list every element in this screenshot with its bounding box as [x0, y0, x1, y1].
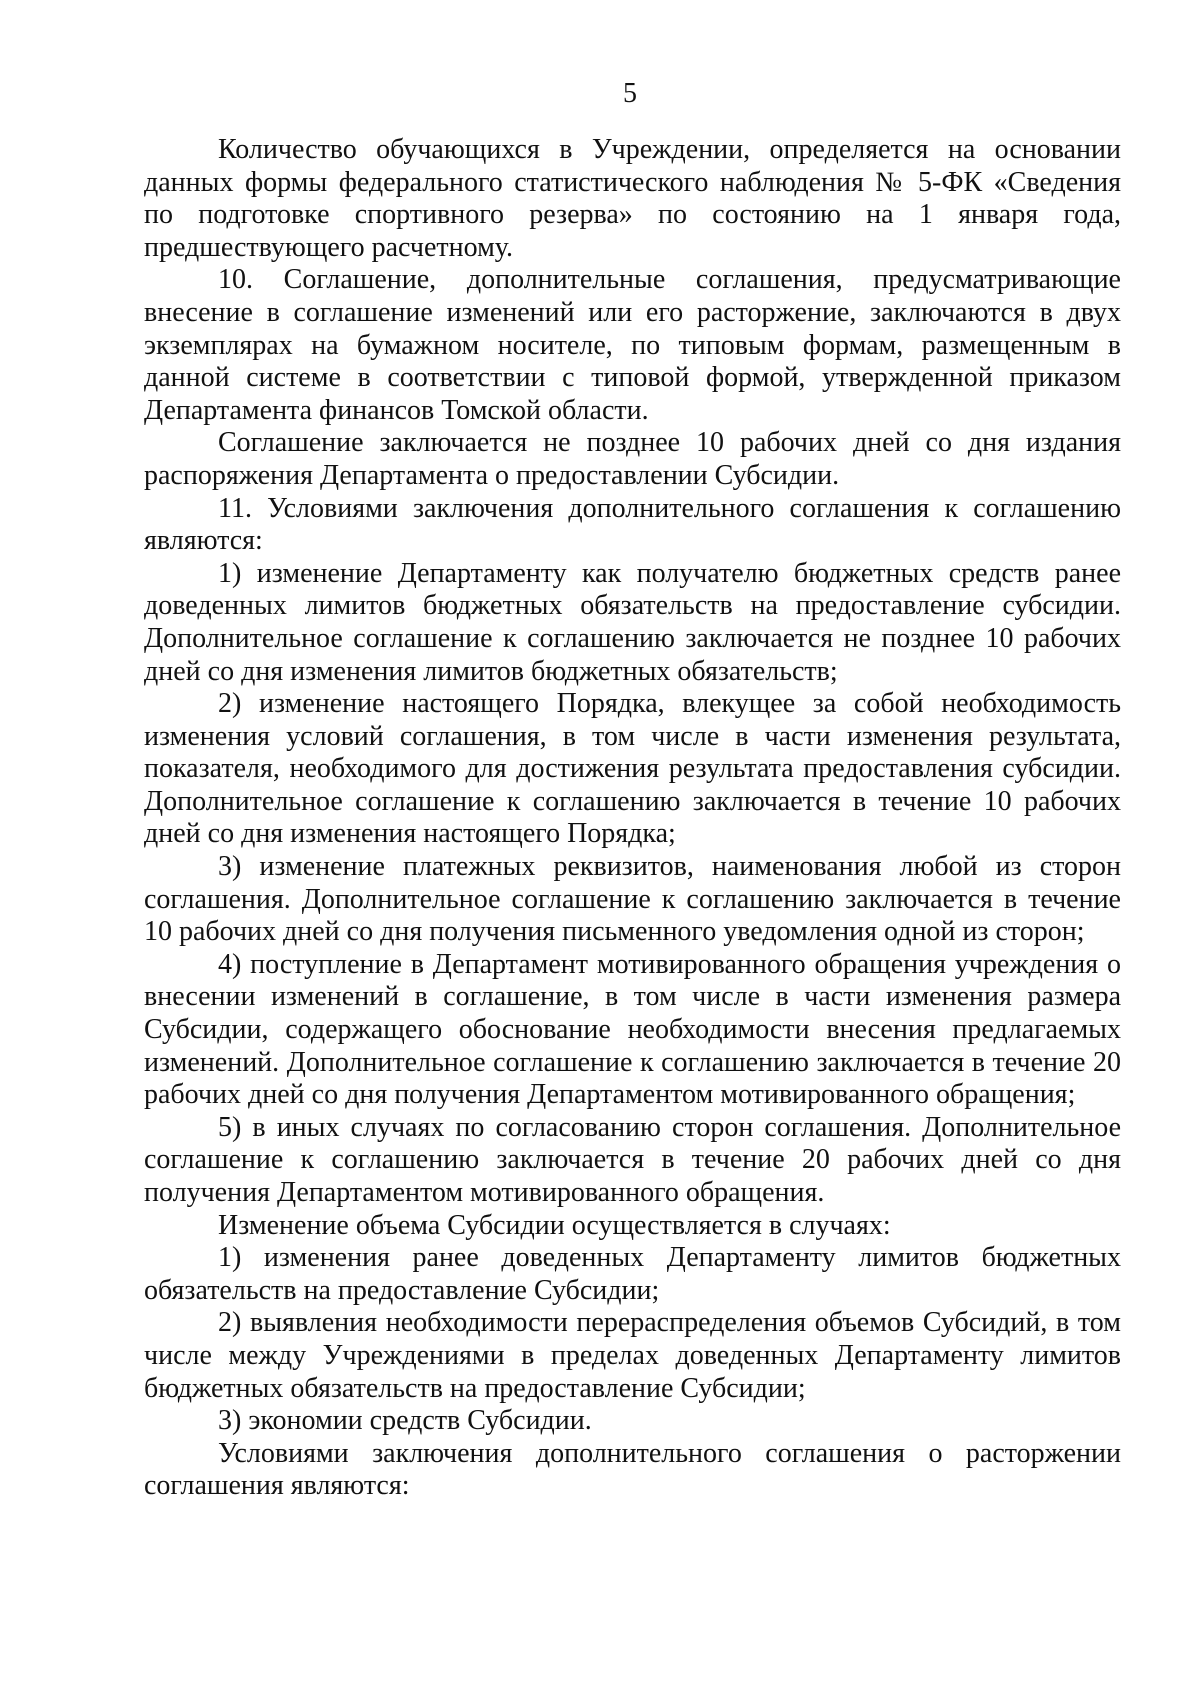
subsidy-case-item-1: 1) изменения ранее доведенных Департаменту лимитов бюджетных обязательств на предоставление Субсидии;: [144, 1242, 1121, 1306]
paragraph-students-count: Количество обучающихся в Учреждении, определяется на основании данных формы федерального статистического наблюдения № 5-ФК «Сведения по подготовке спортивного резерва» по состоянию на 1 января года, предшествующего расчетному.: [144, 134, 1121, 263]
subsidy-case-item-2: 2) выявления необходимости перераспределения объемов Субсидий, в том числе между Учреждениями в пределах доведенных Департаменту лимитов бюджетных обязательств на предоставление Субсидии;: [144, 1307, 1121, 1404]
list-item-4: 4) поступление в Департамент мотивированного обращения учреждения о внесении изменений в соглашение, в том числе в части изменения размера Субсидии, содержащего обоснование необходимости внесения предлагаемых изменений. Дополнительное соглашение к соглашению заключается в течение 20 рабочих дней со дня получения Департаментом мотивированного обращения;: [144, 948, 1121, 1111]
page-number: 5: [623, 78, 637, 109]
list-item-5: 5) в иных случаях по согласованию сторон соглашения. Дополнительное соглашение к соглашению заключается в течение 20 рабочих дней со дня получения Департаментом мотивированного обращения.: [144, 1111, 1121, 1208]
list-item-3: 3) изменение платежных реквизитов, наименования любой из сторон соглашения. Дополнительное соглашение к соглашению заключается в течение 10 рабочих дней со дня получения письменного уведомления одной из сторон;: [144, 851, 1121, 948]
paragraph-item-11: 11. Условиями заключения дополнительного соглашения к соглашению являются:: [144, 492, 1121, 557]
paragraph-termination-conditions: Условиями заключения дополнительного соглашения о расторжении соглашения являются:: [144, 1437, 1121, 1502]
subsidy-case-item-3: 3) экономии средств Субсидии.: [218, 1405, 592, 1437]
list-item-1: 1) изменение Департаменту как получателю бюджетных средств ранее доведенных лимитов бюджетных обязательств на предоставление субсидии. Дополнительное соглашение к соглашению заключается не позднее 10 рабочих дней со дня изменения лимитов бюджетных обязательств;: [144, 557, 1121, 687]
paragraph-agreement-deadline: Соглашение заключается не позднее 10 рабочих дней со дня издания распоряжения Департамента о предоставлении Субсидии.: [144, 427, 1121, 491]
list-item-2: 2) изменение настоящего Порядка, влекущее за собой необходимость изменения условий соглашения, в том числе в части изменения результата, показателя, необходимого для достижения результата предоставления субсидии. Дополнительное соглашение к соглашению заключается в течение 10 рабочих дней со дня изменения настоящего Порядка;: [144, 688, 1121, 850]
document-body: [144, 134, 1121, 1503]
paragraph-subsidy-change-cases: Изменение объема Субсидии осуществляется в случаях:: [218, 1209, 891, 1241]
paragraph-item-10: 10. Соглашение, дополнительные соглашения, предусматривающие внесение в соглашение изменений или его расторжение, заключаются в двух экземплярах на бумажном носителе, по типовым формам, размещенным в данной системе в соответствии с типовой формой, утвержденной приказом Департамента финансов Томской области.: [144, 264, 1121, 426]
